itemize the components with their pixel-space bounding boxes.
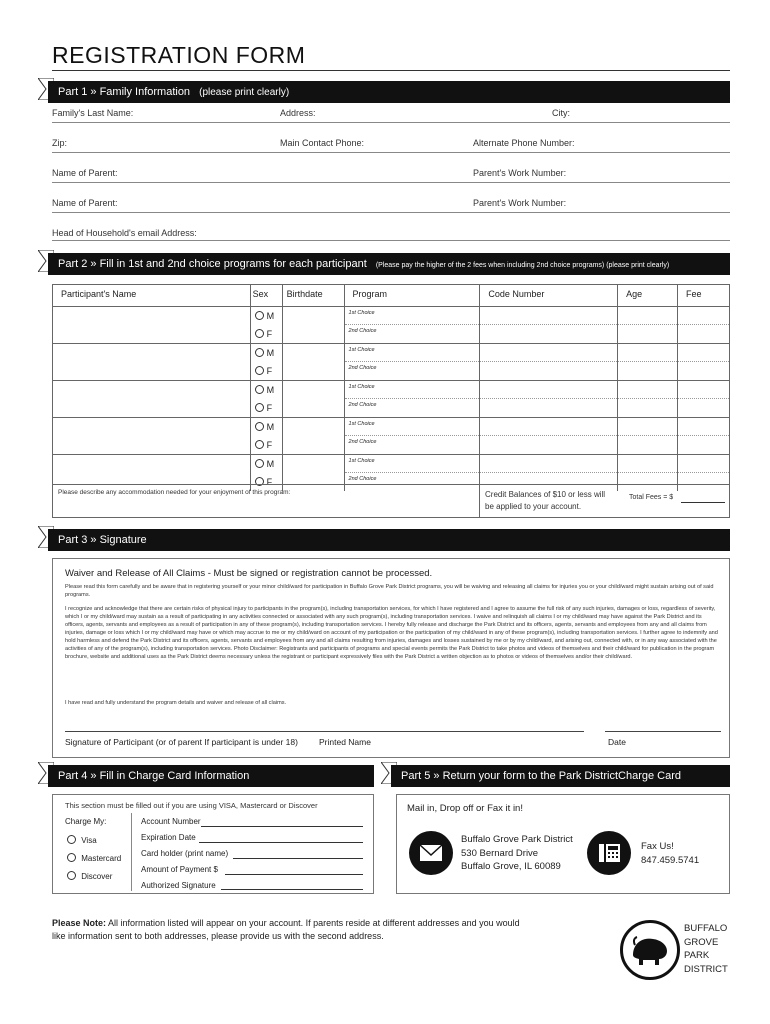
sex-f-option[interactable]: [251, 399, 282, 417]
radio-icon[interactable]: [255, 366, 264, 375]
alt-phone-label: Alternate Phone Number:: [473, 138, 575, 148]
choice1-label: 1st Choice: [345, 418, 480, 436]
participant-name-cell[interactable]: [53, 307, 251, 344]
choice2-label: 2nd Choice: [348, 365, 377, 371]
col-birthdate: Birthdate: [282, 285, 344, 307]
program-cell[interactable]: [344, 307, 480, 344]
col-program: Program: [344, 285, 480, 307]
sex-m-option[interactable]: [251, 307, 282, 325]
program-cell[interactable]: [344, 381, 480, 418]
col-code-number: Code Number: [480, 285, 618, 307]
program-table-header: [53, 285, 730, 307]
printed-name-line[interactable]: [317, 731, 584, 732]
sex-f-label: F: [266, 440, 273, 450]
option-mastercard[interactable]: [67, 853, 121, 863]
sex-m-label: M: [266, 459, 275, 469]
radio-icon[interactable]: [255, 385, 264, 394]
part4-header: Part 4 » Fill in Charge Card Information: [48, 765, 374, 787]
parent2-work-label: Parent's Work Number:: [473, 198, 567, 208]
page-title: REGISTRATION FORM: [52, 42, 306, 68]
radio-icon[interactable]: [255, 459, 264, 468]
total-fees-label: Total Fees = $: [629, 494, 674, 501]
waiver-paragraph-1: Please read this form carefully and be aware that in registering yourself or your minor child/ward for participation in Buffalo Grove Park District programs, you will be waiving and releasing all claims for injuries you or your child/ward might sustain arising out of said programs.: [65, 584, 714, 598]
choice1-label: 1st Choice: [345, 381, 480, 399]
district-logo-text: [684, 922, 728, 976]
sex-cell: [250, 418, 282, 455]
option-visa-label: Visa: [81, 836, 97, 845]
col-participant-name: Participant's Name: [53, 285, 251, 307]
sex-f-option[interactable]: [251, 325, 282, 343]
birthdate-cell[interactable]: [282, 344, 344, 381]
logo-line-3: PARK: [684, 950, 710, 961]
last-name-label: Family's Last Name:: [52, 108, 134, 118]
amount-line[interactable]: [225, 874, 363, 875]
program-cell[interactable]: [344, 344, 480, 381]
waiver-paragraph-3: I have read and fully understand the program details and waiver and release of all claims.: [65, 700, 287, 706]
fax-label: Fax Us!: [641, 841, 674, 852]
buffalo-icon: [620, 920, 680, 980]
sex-m-label: M: [266, 311, 275, 321]
birthdate-cell[interactable]: [282, 381, 344, 418]
authorized-signature-line[interactable]: [221, 889, 363, 890]
district-address: [461, 833, 573, 874]
option-visa[interactable]: [67, 835, 97, 845]
sex-m-option[interactable]: [251, 344, 282, 362]
credit-divider: [479, 484, 480, 518]
col-sex: Sex: [250, 285, 282, 307]
account-number-label: Account Number: [141, 817, 201, 826]
sex-f-option[interactable]: [251, 362, 282, 380]
parent1-label: Name of Parent:: [52, 168, 118, 178]
radio-icon[interactable]: [255, 422, 264, 431]
participant-row: [53, 381, 730, 418]
address-line-2: 530 Bernard Drive: [461, 847, 539, 859]
participant-row: [53, 307, 730, 344]
option-mastercard-label: Mastercard: [81, 854, 122, 863]
sex-f-label: F: [266, 403, 273, 413]
part2-header-title: Part 2 » Fill in 1st and 2nd choice programs for each participant: [58, 258, 367, 270]
code-cell[interactable]: [480, 381, 618, 418]
footer-note-text: All information listed will appear on your account. If parents reside at different addresses and you would like information sent to both addresses, please provide us with the second address.: [52, 918, 520, 941]
printed-name-label: Printed Name: [319, 737, 371, 747]
charge-divider: [131, 813, 132, 891]
sex-cell: [250, 344, 282, 381]
part2-header-sub: (Please pay the higher of the 2 fees when including 2nd choice programs) (please print clearly): [375, 262, 670, 269]
code-cell[interactable]: [480, 418, 618, 455]
choice2-label: 2nd Choice: [348, 439, 377, 445]
radio-icon[interactable]: [255, 348, 264, 357]
col-fee: Fee: [678, 285, 730, 307]
participant-name-cell[interactable]: [53, 418, 251, 455]
choice2-label: 2nd Choice: [348, 476, 377, 482]
col-age: Age: [618, 285, 678, 307]
part1-header-sub: (please print clearly): [199, 87, 290, 98]
return-form-box: [396, 794, 730, 894]
sex-f-label: F: [266, 329, 273, 339]
choice2-label: 2nd Choice: [348, 402, 377, 408]
line-row5[interactable]: [52, 240, 730, 241]
fee-cell[interactable]: [678, 344, 730, 381]
waiver-title: Waiver and Release of All Claims - Must be signed or registration cannot be processed.: [65, 568, 433, 579]
total-fees-line[interactable]: [681, 502, 725, 503]
line-row2[interactable]: [52, 152, 730, 153]
date-line[interactable]: [605, 731, 721, 732]
signature-line[interactable]: [65, 731, 347, 732]
sex-m-option[interactable]: [251, 455, 282, 473]
zip-label: Zip:: [52, 138, 68, 148]
waiver-paragraph-2: I recognize and acknowledge that there are certain risks of physical injury to participants in the program(s), including transportation services, for which I have registered and I agree to assume the full risk of any such injuries, damages or loss, regardless of severity, which I or my child/ward may sustain as a result of participating in any activities connected or associated with any such program(s), including transportation services. I waive and relinquish all claims I or my child/ward may have against the Park District and its officers, agents, servants and employees as a result of participation in any of these program(s), including transportation services. I hereby fully release and discharge the Park District and its officers, agents, servants and employees from any and all claims from injuries, damage or loss which I or my child/ward may have or which may accrue to me or my child/ward on account of my participation or the participation of my child/ward in any of these program(s), including transportation services. I further agree to indemnify and hold harmless and defend the Park District and its officers, agents, servants and employees from any and all claims resulting from injuries, damages and losses sustained by me or by my child/ward, and arising out, connected with, or in any way associated with the activities of any of the program(s), including transportation services. Photo Disclaimer: Registrants and participants of programs and special events permits the Park District to take photos and videos of themselves and their child/ward for publication in the program brochure, website and additional uses as the Park District deems necessary unless the registrant or participant expressively files with the Park District a written objection as to photos or videos of themselves and/or their child/ward.: [65, 606, 718, 660]
code-cell[interactable]: [480, 344, 618, 381]
envelope-icon: [409, 831, 453, 875]
parent2-label: Name of Parent:: [52, 198, 118, 208]
city-label: City:: [552, 108, 570, 118]
code-cell[interactable]: [480, 307, 618, 344]
footer-note-bold: Please Note:: [52, 918, 107, 928]
sex-cell: [250, 381, 282, 418]
address-line-3: Buffalo Grove, IL 60089: [461, 861, 561, 872]
charge-card-note: This section must be filled out if you are using VISA, Mastercard or Discover: [65, 801, 318, 810]
part5-header: Part 5 » Return your form to the Park DistrictCharge Card Information: [391, 765, 730, 787]
sex-m-label: M: [266, 385, 275, 395]
age-cell[interactable]: [618, 381, 678, 418]
birthdate-cell[interactable]: [282, 307, 344, 344]
fax-icon: [587, 831, 631, 875]
fee-cell[interactable]: [678, 418, 730, 455]
radio-icon[interactable]: [67, 853, 76, 862]
radio-icon[interactable]: [67, 835, 76, 844]
footer-note: [52, 917, 532, 943]
sex-m-option[interactable]: [251, 381, 282, 399]
email-label: Head of Household's email Address:: [52, 228, 197, 238]
expiration-date-label: Expiration Date: [141, 833, 196, 842]
radio-icon[interactable]: [67, 871, 76, 880]
parent1-work-label: Parent's Work Number:: [473, 168, 567, 178]
choice2-label: 2nd Choice: [348, 328, 377, 334]
age-cell[interactable]: [618, 307, 678, 344]
age-cell[interactable]: [618, 418, 678, 455]
charge-card-box: [52, 794, 374, 894]
choice1-label: 1st Choice: [345, 455, 480, 473]
line-row1[interactable]: [52, 122, 730, 123]
choice1-label: 1st Choice: [345, 344, 480, 362]
radio-icon[interactable]: [255, 440, 264, 449]
line-row3[interactable]: [52, 182, 730, 183]
card-holder-label: Card holder (print name): [141, 849, 229, 858]
credit-note: Credit Balances of $10 or less will be applied to your account.: [485, 490, 606, 511]
sex-m-label: M: [266, 422, 275, 432]
program-table: [52, 284, 730, 491]
logo-line-4: DISTRICT: [684, 963, 728, 975]
accommodation-label: Please describe any accommodation needed for your enjoyment of this program:: [58, 489, 291, 496]
title-rule: [52, 70, 730, 71]
participant-row: [53, 418, 730, 455]
radio-icon[interactable]: [255, 311, 264, 320]
account-number-line[interactable]: [201, 826, 363, 827]
logo-line-1: BUFFALO: [684, 923, 728, 934]
logo-line-2: GROVE: [684, 936, 719, 948]
address-line-1: Buffalo Grove Park District: [461, 834, 573, 845]
expiration-date-line[interactable]: [199, 842, 363, 843]
part2-header: [48, 253, 730, 275]
option-discover[interactable]: [67, 871, 112, 881]
part1-header: [48, 81, 730, 103]
choice1-label: 1st Choice: [345, 307, 480, 325]
sex-m-label: M: [266, 348, 275, 358]
line-row4[interactable]: [52, 212, 730, 213]
part1-header-title: Part 1 » Family Information: [58, 86, 191, 98]
card-holder-line[interactable]: [233, 858, 363, 859]
charge-my-label: Charge My:: [65, 817, 107, 826]
part3-header: Part 3 » Signature: [48, 529, 730, 551]
fee-cell[interactable]: [678, 381, 730, 418]
sex-f-option[interactable]: [251, 436, 282, 454]
age-cell[interactable]: [618, 344, 678, 381]
waiver-box: [52, 558, 730, 758]
signature-label: Signature of Participant (or of parent If participant is under 18): [65, 737, 298, 747]
date-label: Date: [608, 737, 626, 747]
radio-icon[interactable]: [255, 329, 264, 338]
sex-f-label: F: [266, 477, 273, 487]
authorized-signature-label: Authorized Signature: [141, 881, 216, 890]
fee-cell[interactable]: [678, 307, 730, 344]
fax-number: 847.459.5741: [641, 855, 700, 866]
address-label: Address:: [280, 108, 316, 118]
birthdate-cell[interactable]: [282, 418, 344, 455]
radio-icon[interactable]: [255, 403, 264, 412]
program-cell[interactable]: [344, 418, 480, 455]
mail-title: Mail in, Drop off or Fax it in!: [407, 803, 523, 814]
sex-cell: [250, 307, 282, 344]
sex-f-label: F: [266, 366, 273, 376]
participant-name-cell[interactable]: [53, 344, 251, 381]
amount-label: Amount of Payment $: [141, 865, 218, 874]
option-discover-label: Discover: [81, 872, 113, 881]
sex-m-option[interactable]: [251, 418, 282, 436]
participant-row: [53, 344, 730, 381]
participant-name-cell[interactable]: [53, 381, 251, 418]
main-phone-label: Main Contact Phone:: [280, 138, 365, 148]
